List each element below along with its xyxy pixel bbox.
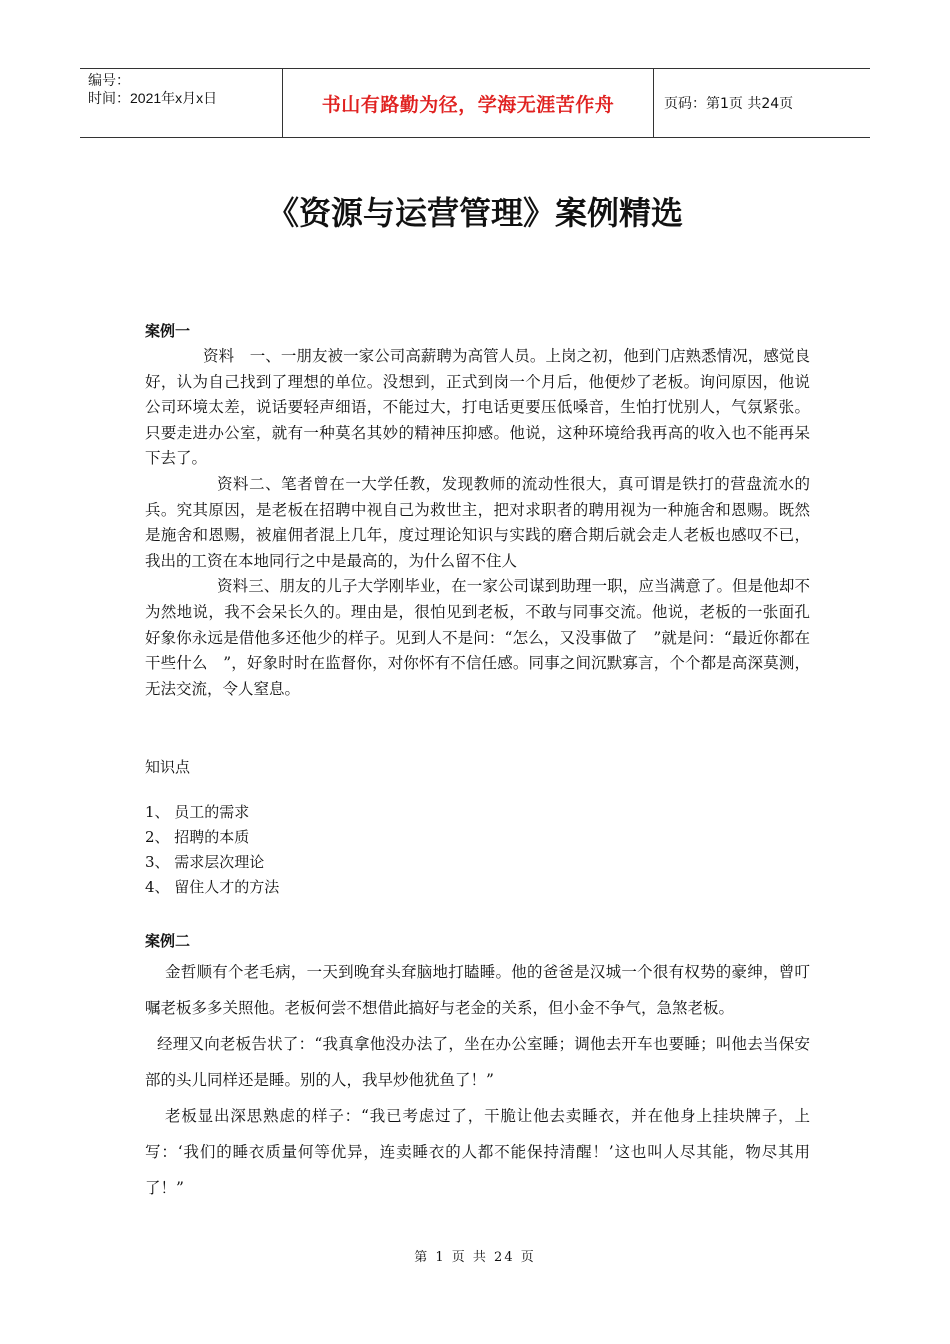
case1-heading: 案例一 <box>145 322 191 340</box>
number-label: 编号： <box>88 72 130 88</box>
knowledge-list <box>145 800 810 900</box>
case1-paragraph-1: 资料 一、一朋友被一家公司高薪聘为高管人员。上岗之初，他到门店熟悉情况，感觉良好，认为自己找到了理想的单位。没想到，正式到岗一个月后，他便炒了老板。询问原因，他说公司环境太差，说话要轻声细语，不能过大，打电话更要压低嗓音，生怕打忧别人，气氛紧张。只要走进办公室，就有一种莫名其妙的精神压抑感。他说，这种环境给我再高的收入也不能再呆下去了。 <box>145 347 810 468</box>
knowledge-item: 1、 员工的需求 <box>145 803 250 822</box>
case1-paragraph-3: 资料三、朋友的儿子大学刚毕业，在一家公司谋到助理一职，应当满意了。但是他却不为然地说，我不会呆长久的。理由是，很怕见到老板，不敢与同事交流。他说，老板的一张面孔好象你永远是借他多还他少的样子。见到人不是问：“怎么，又没事做了 ”就是问：“最近你都在干些什么 ”，好象时时在监督你，对你怀有不信任感。同事之间沉默寡言，个个都是高深莫测，无法交流，令人窒息。 <box>145 577 810 698</box>
knowledge-item: 2、 招聘的本质 <box>145 828 250 847</box>
case2-heading: 案例二 <box>145 932 191 951</box>
header-motto-cell <box>282 69 654 137</box>
page-footer: 第 1 页 共 24 页 <box>414 1250 536 1265</box>
document-title: 《资源与运营管理》案例精选 <box>266 194 683 232</box>
header-motto: 书山有路勤为径，学海无涯苦作舟 <box>321 93 615 116</box>
document-header <box>80 68 870 138</box>
knowledge-item: 3、 需求层次理论 <box>145 853 265 872</box>
case2-paragraph-1: 金哲顺有个老毛病，一天到晚耷头耷脑地打瞌睡。他的爸爸是汉城一个很有权势的豪绅，曾叮嘱老板多多关照他。老板何尝不想借此搞好与老金的关系，但小金不争气，急煞老板。 <box>145 963 810 1018</box>
time-label: 时间：2021年x月x日 <box>88 90 218 106</box>
header-meta <box>80 69 282 137</box>
case2-paragraph-2: 经理又向老板告状了：“我真拿他没办法了，坐在办公室睡；调他去开车也要睡；叫他去当保安部的头儿同样还是睡。别的人，我早炒他犹鱼了！” <box>145 1035 810 1090</box>
document-body <box>145 318 810 1206</box>
case1-paragraph-2: 资料二、笔者曾在一大学任教，发现教师的流动性很大，真可谓是铁打的营盘流水的兵。究其原因，是老板在招聘中视自己为救世主，把对求职者的聘用视为一种施舍和恩赐。既然是施舍和恩赐，被雇佣者混上几年，度过理论知识与实践的磨合期后就会走人老板也感叹不已，我出的工资在本地同行之中是最高的，为什么留不住人 <box>145 474 810 570</box>
case2-paragraph-3: 老板显出深思熟虑的样子：“我已考虑过了，干脆让他去卖睡衣，并在他身上挂块牌子，上写：‘我们的睡衣质量何等优异，连卖睡衣的人都不能保持清醒！’这也叫人尽其能，物尽其用了！” <box>145 1107 810 1198</box>
knowledge-item: 4、 留住人才的方法 <box>145 878 280 897</box>
header-page-info-cell <box>654 69 870 137</box>
knowledge-label: 知识点 <box>145 758 191 777</box>
header-page-info: 页码：第1页 共24页 <box>664 96 794 112</box>
